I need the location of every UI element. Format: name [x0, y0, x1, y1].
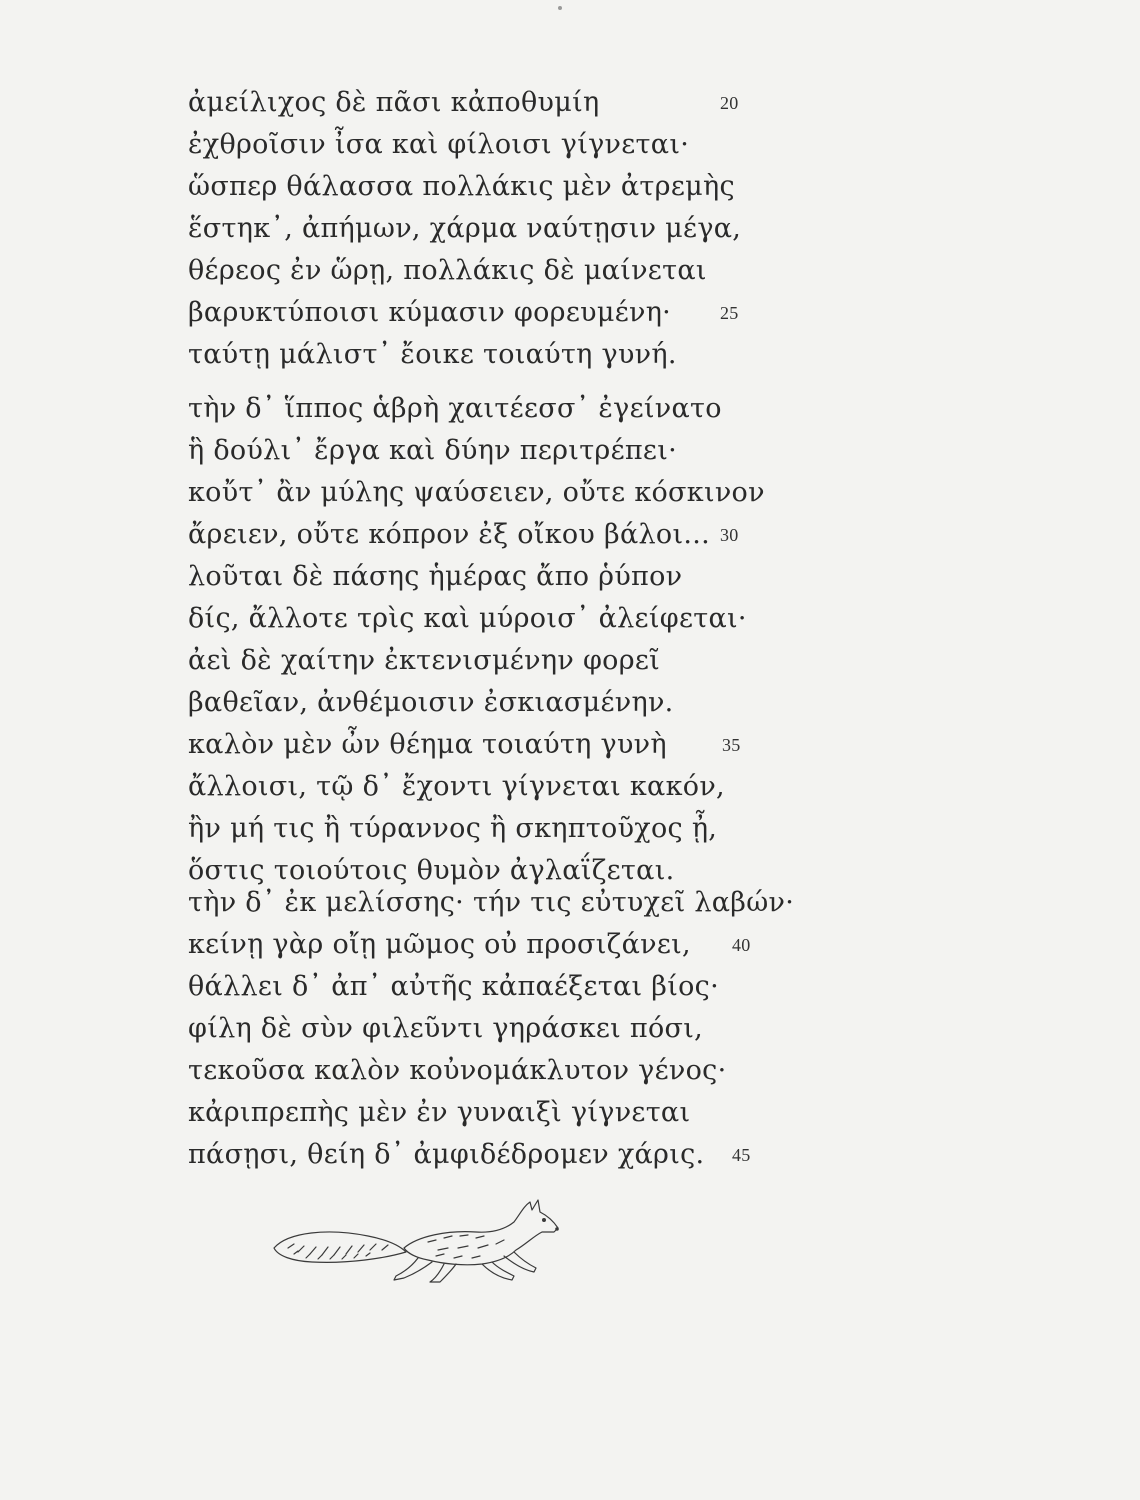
verse-text: ἣ δούλι᾽ ἔργα καὶ δύην περιτρέπει· — [188, 435, 677, 466]
verse-line — [188, 1050, 788, 1092]
verse-text: δίς, ἄλλοτε τρὶς καὶ μύροισ᾽ ἀλείφεται· — [188, 603, 747, 634]
verse-line — [188, 334, 788, 376]
verse-text: ὅστις τοιούτοις θυμὸν ἀγλαΐζεται. — [188, 855, 675, 886]
fox-icon — [268, 1192, 568, 1292]
verse-text: θέρεος ἐν ὥρῃ, πολλάκις δὲ μαίνεται — [188, 255, 707, 286]
verse-text: ταύτῃ μάλιστ᾽ ἔοικε τοιαύτη γυνή. — [188, 339, 677, 370]
verse-line — [188, 292, 788, 334]
line-number: 25 — [720, 303, 739, 323]
verse-line — [188, 556, 788, 598]
line-number: 35 — [722, 735, 741, 755]
verse-line — [188, 724, 788, 766]
verse-line — [188, 808, 788, 850]
verse-line — [188, 124, 788, 166]
verse-text: ἀμείλιχος δὲ πᾶσι κἀποθυμίη — [188, 87, 600, 118]
verse-line — [188, 1008, 788, 1050]
verse-line — [188, 682, 788, 724]
verse-text: καλὸν μὲν ὦν θέημα τοιαύτη γυνὴ — [188, 729, 667, 760]
verse-text: ἐχθροῖσιν ἶσα καὶ φίλοισι γίγνεται· — [188, 129, 690, 160]
line-number: 45 — [732, 1145, 751, 1165]
ink-speck — [558, 6, 562, 10]
verse-text: ἕστηκ᾽, ἀπήμων, χάρμα ναύτῃσιν μέγα, — [188, 213, 742, 244]
verse-line — [188, 514, 788, 556]
line-number: 20 — [720, 93, 739, 113]
verse-text: λοῦται δὲ πάσης ἡμέρας ἄπο ῥύπον — [188, 561, 683, 592]
verse-text: τεκοῦσα καλὸν κοὐνομάκλυτον γένος· — [188, 1055, 727, 1086]
verse-line — [188, 766, 788, 808]
verse-line — [188, 430, 788, 472]
verse-text: ἀεὶ δὲ χαίτην ἐκτενισμένην φορεῖ — [188, 645, 661, 676]
verse-text: φίλη δὲ σὺν φιλεῦντι γηράσκει πόσι, — [188, 1013, 704, 1044]
verse-line — [188, 882, 795, 924]
stanza-1 — [188, 82, 788, 376]
verse-line — [188, 82, 788, 124]
line-number: 30 — [720, 525, 739, 545]
verse-text: τὴν δ᾽ ἵππος ἁβρὴ χαιτέεσσ᾽ ἐγείνατο — [188, 393, 722, 424]
verse-text: ὥσπερ θάλασσα πολλάκις μὲν ἀτρεμὴς — [188, 171, 735, 202]
verse-line — [188, 598, 788, 640]
verse-line — [188, 1134, 788, 1176]
verse-text: βαθεῖαν, ἀνθέμοισιν ἐσκιασμένην. — [188, 687, 674, 718]
verse-line — [188, 924, 788, 966]
verse-line — [188, 388, 788, 430]
verse-line — [188, 166, 788, 208]
verse-text: κἀριπρεπὴς μὲν ἐν γυναιξὶ γίγνεται — [188, 1097, 691, 1128]
verse-text: θάλλει δ᾽ ἀπ᾽ αὐτῆς κἀπαέξεται βίος· — [188, 971, 719, 1002]
verse-line — [188, 250, 788, 292]
verse-text: κείνῃ γὰρ οἴῃ μῶμος οὐ προσιζάνει, — [188, 929, 691, 960]
verse-line — [188, 640, 788, 682]
stanza-2 — [188, 388, 788, 892]
verse-line — [188, 208, 788, 250]
verse-text: ἄρειεν, οὔτε κόπρον ἐξ οἴκου βάλοι... — [188, 519, 710, 550]
verse-line — [188, 472, 788, 514]
line-number: 40 — [732, 935, 751, 955]
verse-text: βαρυκτύποισι κύμασιν φορευμένη· — [188, 297, 672, 328]
verse-text: ἢν μή τις ἢ τύραννος ἢ σκηπτοῦχος ᾖ, — [188, 813, 718, 844]
verse-text: τὴν δ᾽ ἐκ μελίσσης· τήν τις εὐτυχεῖ λαβών· — [188, 887, 795, 918]
verse-text: κοὔτ᾽ ἂν μύλης ψαύσειεν, οὔτε κόσκινον — [188, 477, 765, 508]
verse-line — [188, 966, 788, 1008]
stanza-3 — [188, 882, 795, 1176]
verse-text: ἄλλοισι, τῷ δ᾽ ἔχοντι γίγνεται κακόν, — [188, 771, 725, 802]
verse-text: πάσῃσι, θείη δ᾽ ἀμφιδέδρομεν χάρις. — [188, 1139, 705, 1170]
verse-line — [188, 1092, 788, 1134]
